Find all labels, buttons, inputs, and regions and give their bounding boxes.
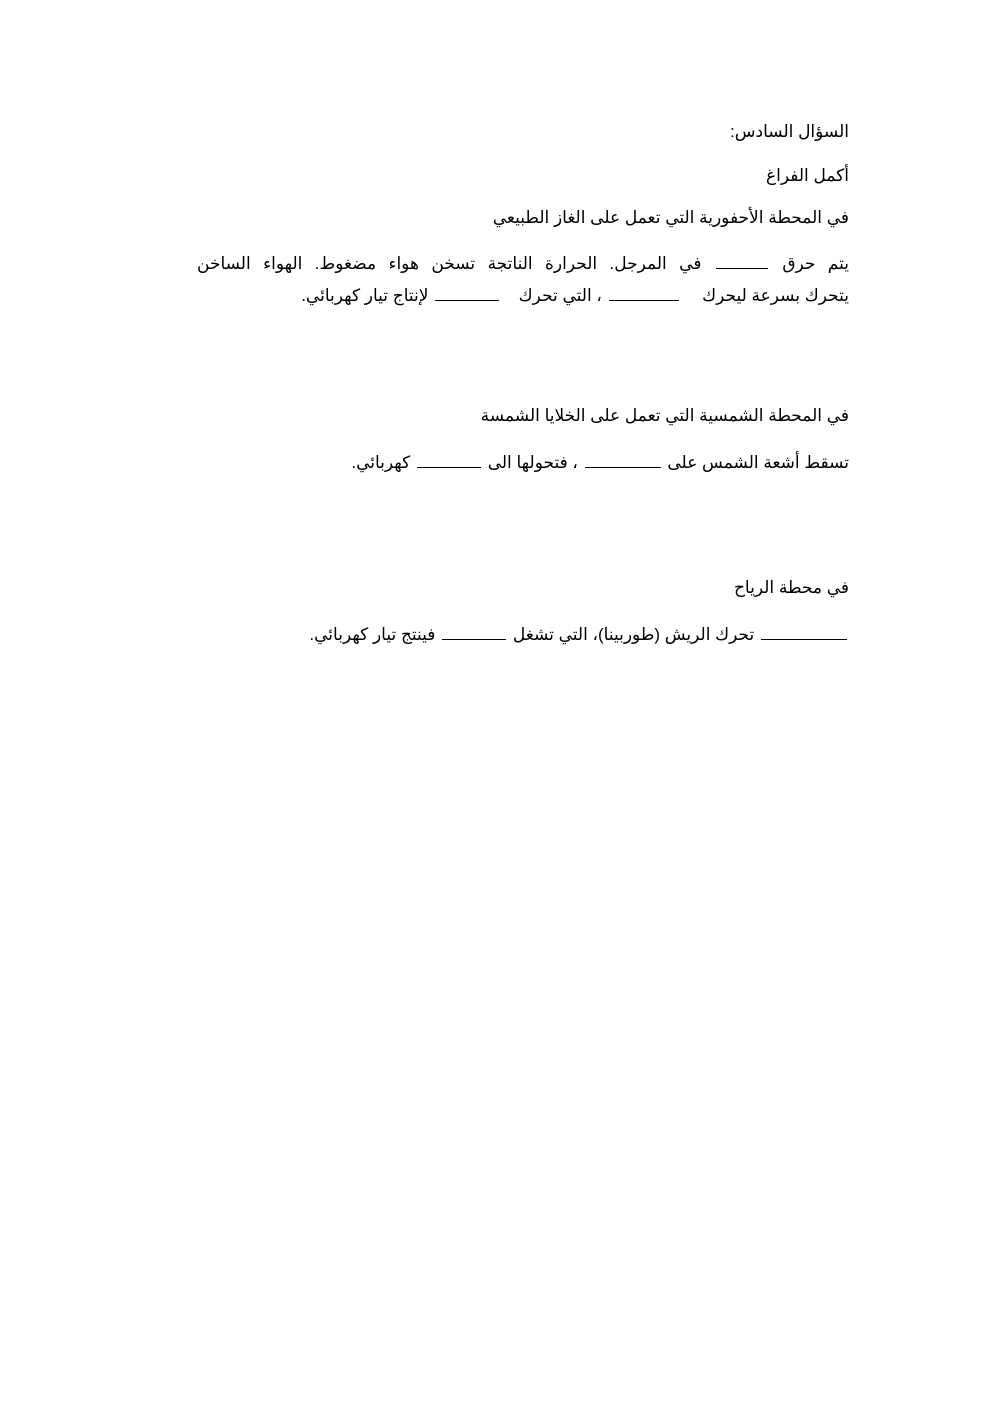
section3-line1 — [309, 624, 849, 645]
section1-line2-text-b: ، التي تحرك — [518, 286, 602, 305]
section1-heading: في المحطة الأحفورية التي تعمل على الغاز الطبيعي — [492, 208, 849, 227]
section1-line1-text-a: يتم حرق — [782, 254, 849, 273]
blank-1[interactable] — [716, 253, 768, 269]
section2-line1 — [351, 452, 849, 473]
blank-4[interactable] — [585, 452, 661, 468]
section1-line2 — [301, 285, 849, 306]
section2-heading: في المحطة الشمسية التي تعمل على الخلايا الشمسة — [480, 406, 849, 425]
section1-line2-text-c: لإنتاج تيار كهربائي. — [301, 286, 429, 305]
section3-line1-text-a: تحرك الريش (طوربينا)، التي تشغل — [512, 625, 755, 644]
blank-2[interactable] — [609, 285, 679, 301]
blank-7[interactable] — [442, 624, 506, 640]
section1-line2-text-a: يتحرك بسرعة ليحرك — [702, 286, 849, 305]
section3-heading: في محطة الرياح — [733, 578, 849, 597]
blank-3[interactable] — [435, 285, 499, 301]
instruction: أكمل الفراغ — [766, 166, 849, 185]
section1-line1-text-b: في المرجل. الحرارة الناتجة تسخن هواء مضغوط. الهواء الساخن — [197, 254, 702, 273]
section2-line1-text-c: كهربائي. — [351, 453, 411, 472]
blank-6[interactable] — [761, 624, 847, 640]
section2-line1-text-b: ، فتحولها الى — [487, 453, 578, 472]
blank-5[interactable] — [417, 452, 481, 468]
section2-line1-text-a: تسقط أشعة الشمس على — [667, 453, 849, 472]
section1-line1 — [197, 253, 849, 274]
section3-line1-text-b: فينتج تيار كهربائي. — [309, 625, 436, 644]
question-title: السؤال السادس: — [730, 122, 849, 141]
